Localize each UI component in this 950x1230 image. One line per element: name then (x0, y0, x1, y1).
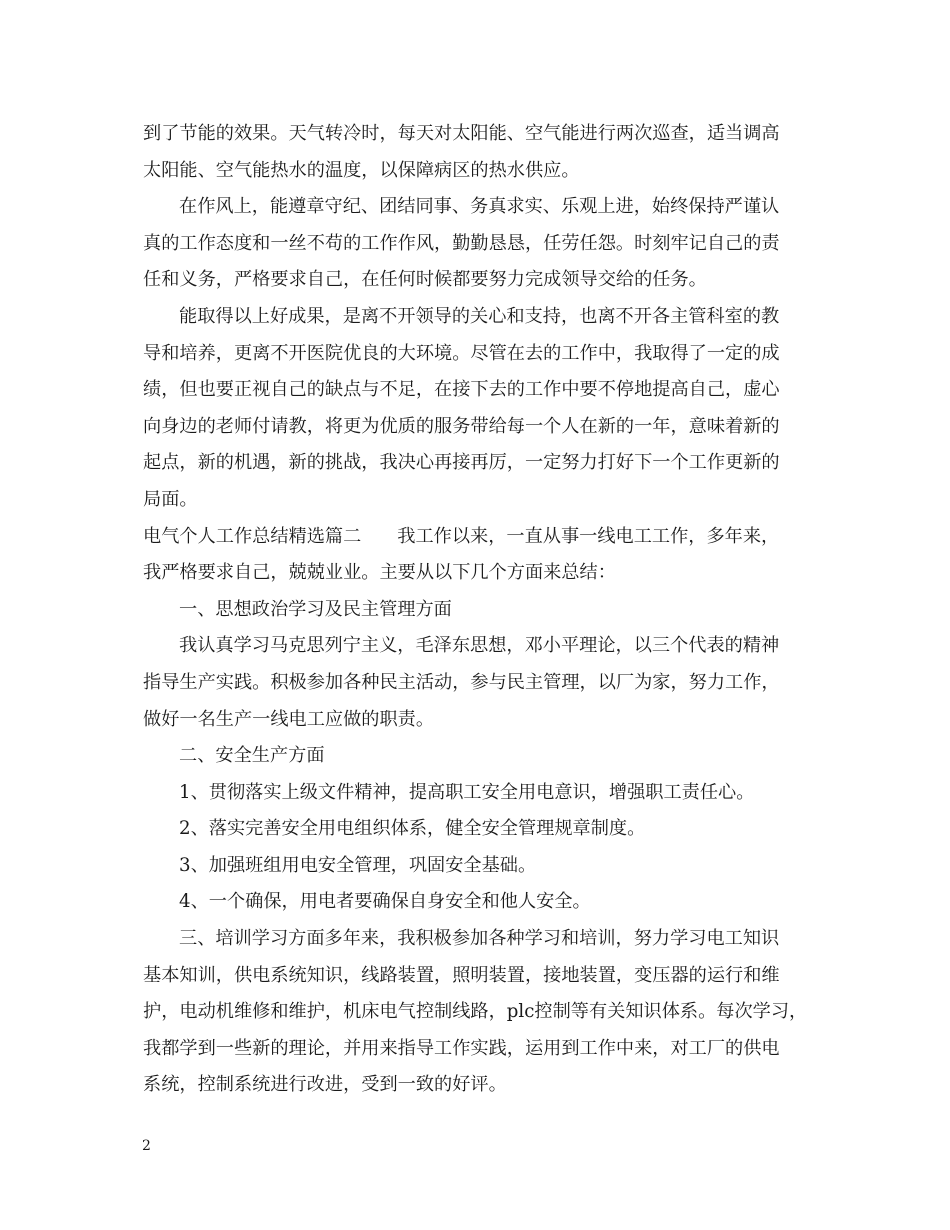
text-line: 三、培训学习方面多年来，我积极参加各种学习和培训，努力学习电工知识 (179, 928, 780, 950)
text-line: 1、贯彻落实上级文件精神，提高职工安全用电意识，增强职工责任心。 (179, 781, 755, 803)
text-line: 能取得以上好成果，是离不开领导的关心和支持，也离不开各主管科室的教 (179, 305, 780, 327)
text-line: 在作风上，能遵章守纪、团结同事、务真求实、乐观上进，始终保持严谨认 (179, 196, 780, 218)
text-line: 基本知训，供电系统知识，线路装置，照明装置，接地装置，变压器的运行和维 (143, 964, 780, 986)
text-line: 二、安全生产方面 (179, 745, 325, 767)
document-body (143, 116, 823, 1104)
text-line: 2、落实完善安全用电组织体系，健全安全管理规章制度。 (179, 818, 646, 840)
text-line: 向身边的老师付请教，将更为优质的服务带给每一个人在新的一年，意味着新的 (143, 415, 780, 437)
text-line: 局面。 (143, 488, 198, 510)
text-line: 护，电动机维修和维护，机床电气控制线路，plc控制等有关知识体系。每次学习， (143, 1001, 808, 1023)
text-line: 任和义务，严格要求自己，在任何时候都要努力完成领导交给的任务。 (143, 269, 707, 291)
text-line: 我都学到一些新的理论，并用来指导工作实践，运用到工作中来，对工厂的供电 (143, 1037, 780, 1059)
text-line: 我认真学习马克思列宁主义，毛泽东思想，邓小平理论，以三个代表的精神 (179, 635, 780, 657)
text-line: 指导生产实践。积极参加各种民主活动，参与民主管理，以厂为家，努力工作， (143, 671, 780, 693)
text-line: 绩，但也要正视自己的缺点与不足，在接下去的工作中要不停地提高自己，虚心 (143, 379, 780, 401)
text-line: 导和培养，更离不开医院优良的大环境。尽管在去的工作中，我取得了一定的成 (143, 342, 780, 364)
page-number: 2 (142, 1138, 151, 1154)
section-title: 电气个人工作总结精选篇二 (143, 525, 362, 547)
text-line: 做好一名生产一线电工应做的职责。 (143, 708, 435, 730)
text-line: 我严格要求自己，兢兢业业。主要从以下几个方面来总结： (143, 562, 616, 584)
section-intro-text: 我工作以来，一直从事一线电工工作，多年来， (397, 525, 780, 547)
paragraph-block-2 (143, 555, 823, 1104)
text-line: 系统，控制系统进行改进，受到一致的好评。 (143, 1074, 507, 1096)
text-line: 太阳能、空气能热水的温度，以保障病区的热水供应。 (143, 159, 580, 181)
text-line: 一、思想政治学习及民主管理方面 (179, 598, 452, 620)
text-line: 起点，新的机遇，新的挑战，我决心再接再厉，一定努力打好下一个工作更新的 (143, 452, 780, 474)
section-heading-line (143, 519, 823, 556)
text-line: 到了节能的效果。天气转冷时，每天对太阳能、空气能进行两次巡查，适当调高 (143, 123, 780, 144)
text-line: 真的工作态度和一丝不苟的工作作风，勤勤恳恳，任劳任怨。时刻牢记自己的责 (143, 232, 780, 254)
text-line: 3、加强班组用电安全管理，巩固安全基础。 (179, 854, 537, 876)
paragraph-block-1 (143, 116, 823, 519)
text-line: 4、一个确保，用电者要确保自身安全和他人安全。 (179, 891, 591, 913)
